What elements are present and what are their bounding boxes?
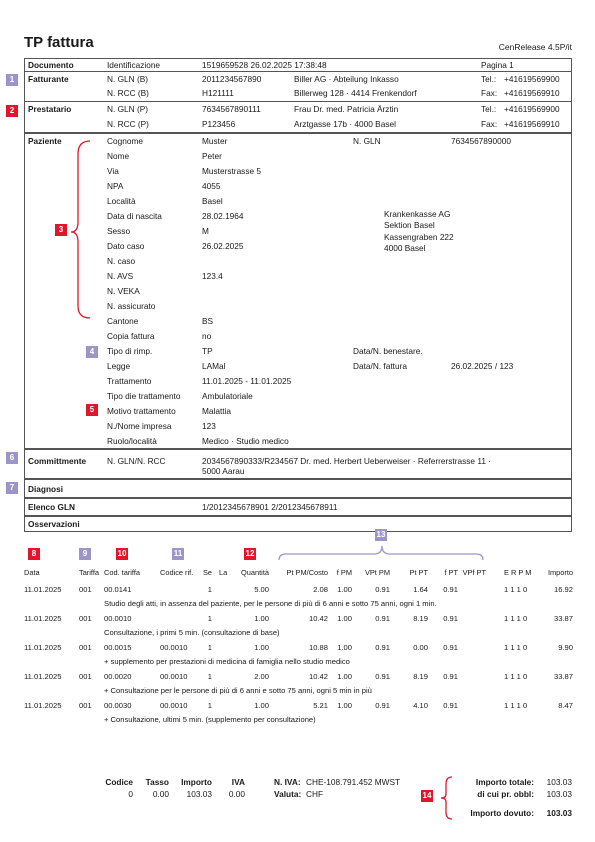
diagnosi-label: Diagnosi	[28, 484, 64, 494]
table-cell: 001	[79, 672, 92, 681]
table-cell: 1	[207, 614, 212, 623]
table-cell: 2.08	[313, 585, 328, 594]
paziente-field-value: LAMal	[202, 361, 226, 371]
table-cell: 1	[207, 701, 212, 710]
paziente-field-value: no	[202, 331, 212, 341]
page-number: Pagina 1	[481, 60, 514, 70]
vat-nr-label: N. IVA:	[274, 777, 301, 787]
fatturante-fax: +41619569910	[504, 88, 560, 98]
page-title: TP fattura	[24, 34, 94, 51]
paziente-gln: 7634567890000	[451, 136, 511, 146]
fattura-value: 26.02.2025 / 123	[451, 361, 514, 371]
table-cell: 1 1 1 0	[504, 643, 528, 652]
table-cell: 1.00	[337, 585, 352, 594]
table-header-cell: f PM	[336, 568, 352, 577]
table-cell: 1 1 1 0	[504, 672, 528, 681]
table-row-description: + Consultazione per le persone di più di 6 anni e sotto 75 anni, ogni 5 min in più	[104, 686, 372, 695]
table-cell: 10.42	[308, 614, 328, 623]
table-cell: 0.91	[375, 585, 390, 594]
table-cell: 1	[207, 585, 212, 594]
table-row-description: Consultazione, i primi 5 min. (consultazione di base)	[104, 628, 280, 637]
table-cell: 00.0020	[104, 672, 132, 681]
prestatario-tel: +41619569900	[504, 104, 560, 114]
fattura-label: Data/N. fattura	[353, 361, 407, 371]
table-cell: 8.19	[413, 614, 428, 623]
badge-1: 1	[6, 74, 18, 86]
prestatario-fax: +41619569910	[504, 119, 560, 129]
paziente-field-label: Dato caso	[107, 241, 145, 251]
documento-value: 1519659528 26.02.2025 17:38:48	[202, 60, 327, 70]
table-header-cell: Importo	[547, 568, 573, 577]
vat-header-importo: Importo	[181, 777, 212, 787]
fatturante-rcc: H121111	[202, 88, 234, 98]
paziente-field-label: Località	[107, 196, 136, 206]
prestatario-gln: 7634567890111	[202, 104, 261, 114]
table-cell: 5.00	[254, 585, 269, 594]
table-header-cell: Codice rif.	[160, 568, 194, 577]
fatturante-tel: +41619569900	[504, 74, 560, 84]
badge-3: 3	[55, 224, 67, 236]
table-cell: 0.00	[413, 643, 428, 652]
table-cell: 1.00	[337, 672, 352, 681]
vat-tasso: 0.00	[152, 789, 169, 799]
table-cell: 1.64	[413, 585, 428, 594]
table-header-cell: f PT	[444, 568, 458, 577]
paziente-field-value: Muster	[202, 136, 228, 146]
paziente-field-value: 123.4	[202, 271, 223, 281]
currency-label: Valuta:	[274, 789, 302, 799]
paziente-field-value: 28.02.1964	[202, 211, 244, 221]
table-cell: 1.00	[254, 614, 269, 623]
paziente-field-label: Sesso	[107, 226, 131, 236]
paziente-field-label: NPA	[107, 181, 124, 191]
paziente-field-value: Musterstrasse 5	[202, 166, 262, 176]
prestatario-address: Arztgasse 17b · 4000 Basel	[294, 119, 396, 129]
paziente-field-label: Copia fattura	[107, 331, 155, 341]
paziente-field-label: Via	[107, 166, 119, 176]
fatturante-rcc-label: N. RCC (B)	[107, 88, 149, 98]
table-cell: 1.00	[254, 643, 269, 652]
table-cell: 00.0010	[104, 614, 132, 623]
table-cell: 00.0010	[160, 643, 188, 652]
badge-7: 7	[6, 482, 18, 494]
paziente-field-value: Medico · Studio medico	[202, 436, 289, 446]
table-cell: 0.91	[375, 672, 390, 681]
paziente-field-value: 26.02.2025	[202, 241, 244, 251]
table-cell: 4.10	[413, 701, 428, 710]
due-label: Importo dovuto:	[470, 808, 534, 818]
table-header-cell: La	[219, 568, 228, 577]
table-cell: 001	[79, 585, 92, 594]
paziente-field-label: N. assicurato	[107, 301, 156, 311]
badge-10: 10	[117, 549, 127, 558]
committmente-field: N. GLN/N. RCC	[107, 456, 166, 466]
paziente-field-value: 123	[202, 421, 216, 431]
vat-header-iva: IVA	[231, 777, 245, 787]
documento-field: Identificazione	[107, 60, 161, 70]
patient-bracket	[70, 140, 100, 320]
prestatario-rcc-label: N. RCC (P)	[107, 119, 149, 129]
badge-6: 6	[6, 452, 18, 464]
badge-13: 13	[376, 530, 386, 539]
diagnosi-section	[24, 479, 572, 498]
paziente-field-value: M	[202, 226, 209, 236]
table-cell: 00.0010	[160, 672, 188, 681]
osservazioni-label: Osservazioni	[28, 519, 80, 529]
badge-2: 2	[6, 105, 18, 117]
table-cell: 10.88	[308, 643, 328, 652]
table-cell: 001	[79, 701, 92, 710]
prestatario-tel-label: Tel.:	[481, 104, 497, 114]
table-cell: 1.00	[337, 614, 352, 623]
vat-header-tasso: Tasso	[145, 777, 169, 787]
badge-8: 8	[28, 548, 40, 560]
table-cell: 00.0015	[104, 643, 132, 652]
paziente-field-label: Trattamento	[107, 376, 152, 386]
badge-14: 14	[422, 791, 432, 800]
table-cell: 0.91	[443, 614, 458, 623]
paziente-gln-label: N. GLN	[353, 136, 381, 146]
paziente-field-value: BS	[202, 316, 214, 326]
table-cell: 5.21	[313, 701, 328, 710]
table-cell: 9.90	[558, 643, 573, 652]
table-row-description: + supplemento per prestazioni di medicina di famiglia nello studio medico	[104, 657, 350, 666]
table-cell: 0.91	[443, 585, 458, 594]
table-cell: 00.0030	[104, 701, 132, 710]
table-header-cell: Pt PM/Costo	[286, 568, 328, 577]
table-cell: 33.87	[553, 614, 573, 623]
insurer-line-3: Kassengraben 222	[384, 232, 454, 242]
badge-12: 12	[245, 549, 255, 558]
paziente-field-label: N. VEKA	[107, 286, 140, 296]
total-label: Importo totale:	[475, 777, 534, 787]
paziente-field-value: 11.01.2025 - 11.01.2025	[202, 376, 292, 386]
prestatario-label: Prestatario	[28, 104, 72, 114]
table-cell: 16.92	[553, 585, 573, 594]
table-header-cell: Quantità	[241, 568, 269, 577]
paziente-field-label: Ruolo/località	[107, 436, 157, 446]
table-header-cell: Pt PT	[409, 568, 428, 577]
fatturante-tel-label: Tel.:	[481, 74, 497, 84]
osservazioni-section	[24, 516, 572, 532]
table-cell: 8.19	[413, 672, 428, 681]
paziente-field-value: Basel	[202, 196, 223, 206]
committmente-label: Committmente	[28, 456, 87, 466]
table-header-cell: Cod. tariffa	[104, 568, 141, 577]
table-cell: 0.91	[443, 643, 458, 652]
paziente-field-label: Legge	[107, 361, 131, 371]
due-value: 103.03	[546, 808, 572, 818]
badge-4: 4	[86, 346, 98, 358]
fatturante-name: Biller AG · Abteilung Inkasso	[294, 74, 399, 84]
table-cell: 0.91	[375, 643, 390, 652]
table-cell: 0.91	[375, 614, 390, 623]
table-header-cell: Data	[24, 568, 40, 577]
paziente-field-label: Data di nascita	[107, 211, 162, 221]
paziente-field-label: N./Nome impresa	[107, 421, 172, 431]
elenco-value: 1/2012345678901 2/2012345678911	[202, 502, 338, 512]
paziente-field-label: Cognome	[107, 136, 143, 146]
table-cell: 11.01.2025	[24, 672, 62, 681]
table-cell: 0.91	[443, 701, 458, 710]
currency: CHF	[306, 789, 324, 799]
paziente-field-value: Peter	[202, 151, 222, 161]
paziente-field-label: Motivo trattamento	[107, 406, 176, 416]
table-cell: 0.91	[375, 701, 390, 710]
table-cell: 11.01.2025	[24, 614, 62, 623]
paziente-label: Paziente	[28, 136, 62, 146]
badge-9: 9	[79, 548, 91, 560]
committmente-line1: 2034567890333/R234567 Dr. med. Herbert Ueberweiser · Referrerstrasse 11 ·	[202, 456, 492, 466]
table-header-cell: VPf PT	[462, 568, 486, 577]
release-label: CenRelease 4.5P/it	[498, 42, 572, 52]
paziente-field-value: Ambulatoriale	[202, 391, 253, 401]
insurer-line-2: Sektion Basel	[384, 220, 435, 230]
table-cell: 1 1 1 0	[504, 614, 528, 623]
table-header-cell: Se	[202, 568, 212, 577]
vat-header-codice: Codice	[105, 777, 133, 787]
fatturante-gln-label: N. GLN (B)	[107, 74, 149, 84]
elenco-label: Elenco GLN	[28, 502, 76, 512]
badge-5: 5	[86, 404, 98, 416]
table-cell: 1.00	[337, 643, 352, 652]
table-cell: 2.00	[254, 672, 269, 681]
table-cell: 1 1 1 0	[504, 585, 528, 594]
paziente-field-label: N. caso	[107, 256, 136, 266]
insurer-line-1: Krankenkasse AG	[384, 209, 451, 219]
table-cell: 10.42	[308, 672, 328, 681]
table-cell: 1 1 1 0	[504, 701, 528, 710]
table-cell: 0.91	[443, 672, 458, 681]
obbl-value: 103.03	[546, 789, 572, 799]
table-cell: 1.00	[254, 701, 269, 710]
table-cell: 33.87	[553, 672, 573, 681]
paziente-field-label: Nome	[107, 151, 130, 161]
table-header-cell: Tariffa	[79, 568, 99, 577]
benestare-label: Data/N. benestare.	[353, 346, 423, 356]
table-cell: 00.0141	[104, 585, 132, 594]
table-cell: 11.01.2025	[24, 701, 62, 710]
vat-importo: 103.03	[186, 789, 212, 799]
table-header-cell: VPt PM	[364, 568, 390, 577]
paziente-field-label: Tipo die trattamento	[107, 391, 181, 401]
fatturante-fax-label: Fax:	[481, 88, 498, 98]
fatturante-gln: 2011234567890	[202, 74, 262, 84]
table-row-description: Studio degli atti, in assenza del paziente, per le persone di più di 6 anni e sotto 75 anni, ogni 1 min.	[104, 599, 437, 608]
vat-codice: 0	[128, 789, 133, 799]
fatturante-label: Fatturante	[28, 74, 69, 84]
table-cell: 1	[207, 643, 212, 652]
prestatario-fax-label: Fax:	[481, 119, 498, 129]
prestatario-name: Frau Dr. med. Patricia Ärztin	[294, 104, 399, 114]
table-cell: 11.01.2025	[24, 585, 62, 594]
table-cell: 001	[79, 643, 92, 652]
table-cell: 1	[207, 672, 212, 681]
table-cell: 11.01.2025	[24, 643, 62, 652]
table-header-cell: E R P M	[504, 568, 532, 577]
total-value: 103.03	[546, 777, 572, 787]
paziente-field-label: Tipo di rimp.	[107, 346, 153, 356]
table-cell: 001	[79, 614, 92, 623]
paziente-field-label: Cantone	[107, 316, 139, 326]
table-cell: 00.0010	[160, 701, 188, 710]
fatturante-address: Billerweg 128 · 4414 Frenkendorf	[294, 88, 417, 98]
committmente-line2: 5000 Aarau	[202, 466, 245, 476]
table-cell: 8.47	[558, 701, 573, 710]
paziente-field-value: TP	[202, 346, 213, 356]
obbl-label: di cui pr. obbl:	[477, 789, 534, 799]
table-row-description: + Consultazione, ultimi 5 min. (supplemento per consultazione)	[104, 715, 316, 724]
vat-nr: CHE-108.791.452 MWST	[306, 777, 401, 787]
prestatario-rcc: P123456	[202, 119, 236, 129]
insurer-line-4: 4000 Basel	[384, 243, 426, 253]
documento-label: Documento	[28, 60, 74, 70]
columns-bracket	[278, 542, 488, 562]
paziente-field-label: N. AVS	[107, 271, 134, 281]
paziente-field-value: Malattia	[202, 406, 232, 416]
vat-iva: 0.00	[228, 789, 245, 799]
prestatario-gln-label: N. GLN (P)	[107, 104, 149, 114]
paziente-field-value: 4055	[202, 181, 221, 191]
badge-11: 11	[173, 549, 183, 558]
table-cell: 1.00	[337, 701, 352, 710]
